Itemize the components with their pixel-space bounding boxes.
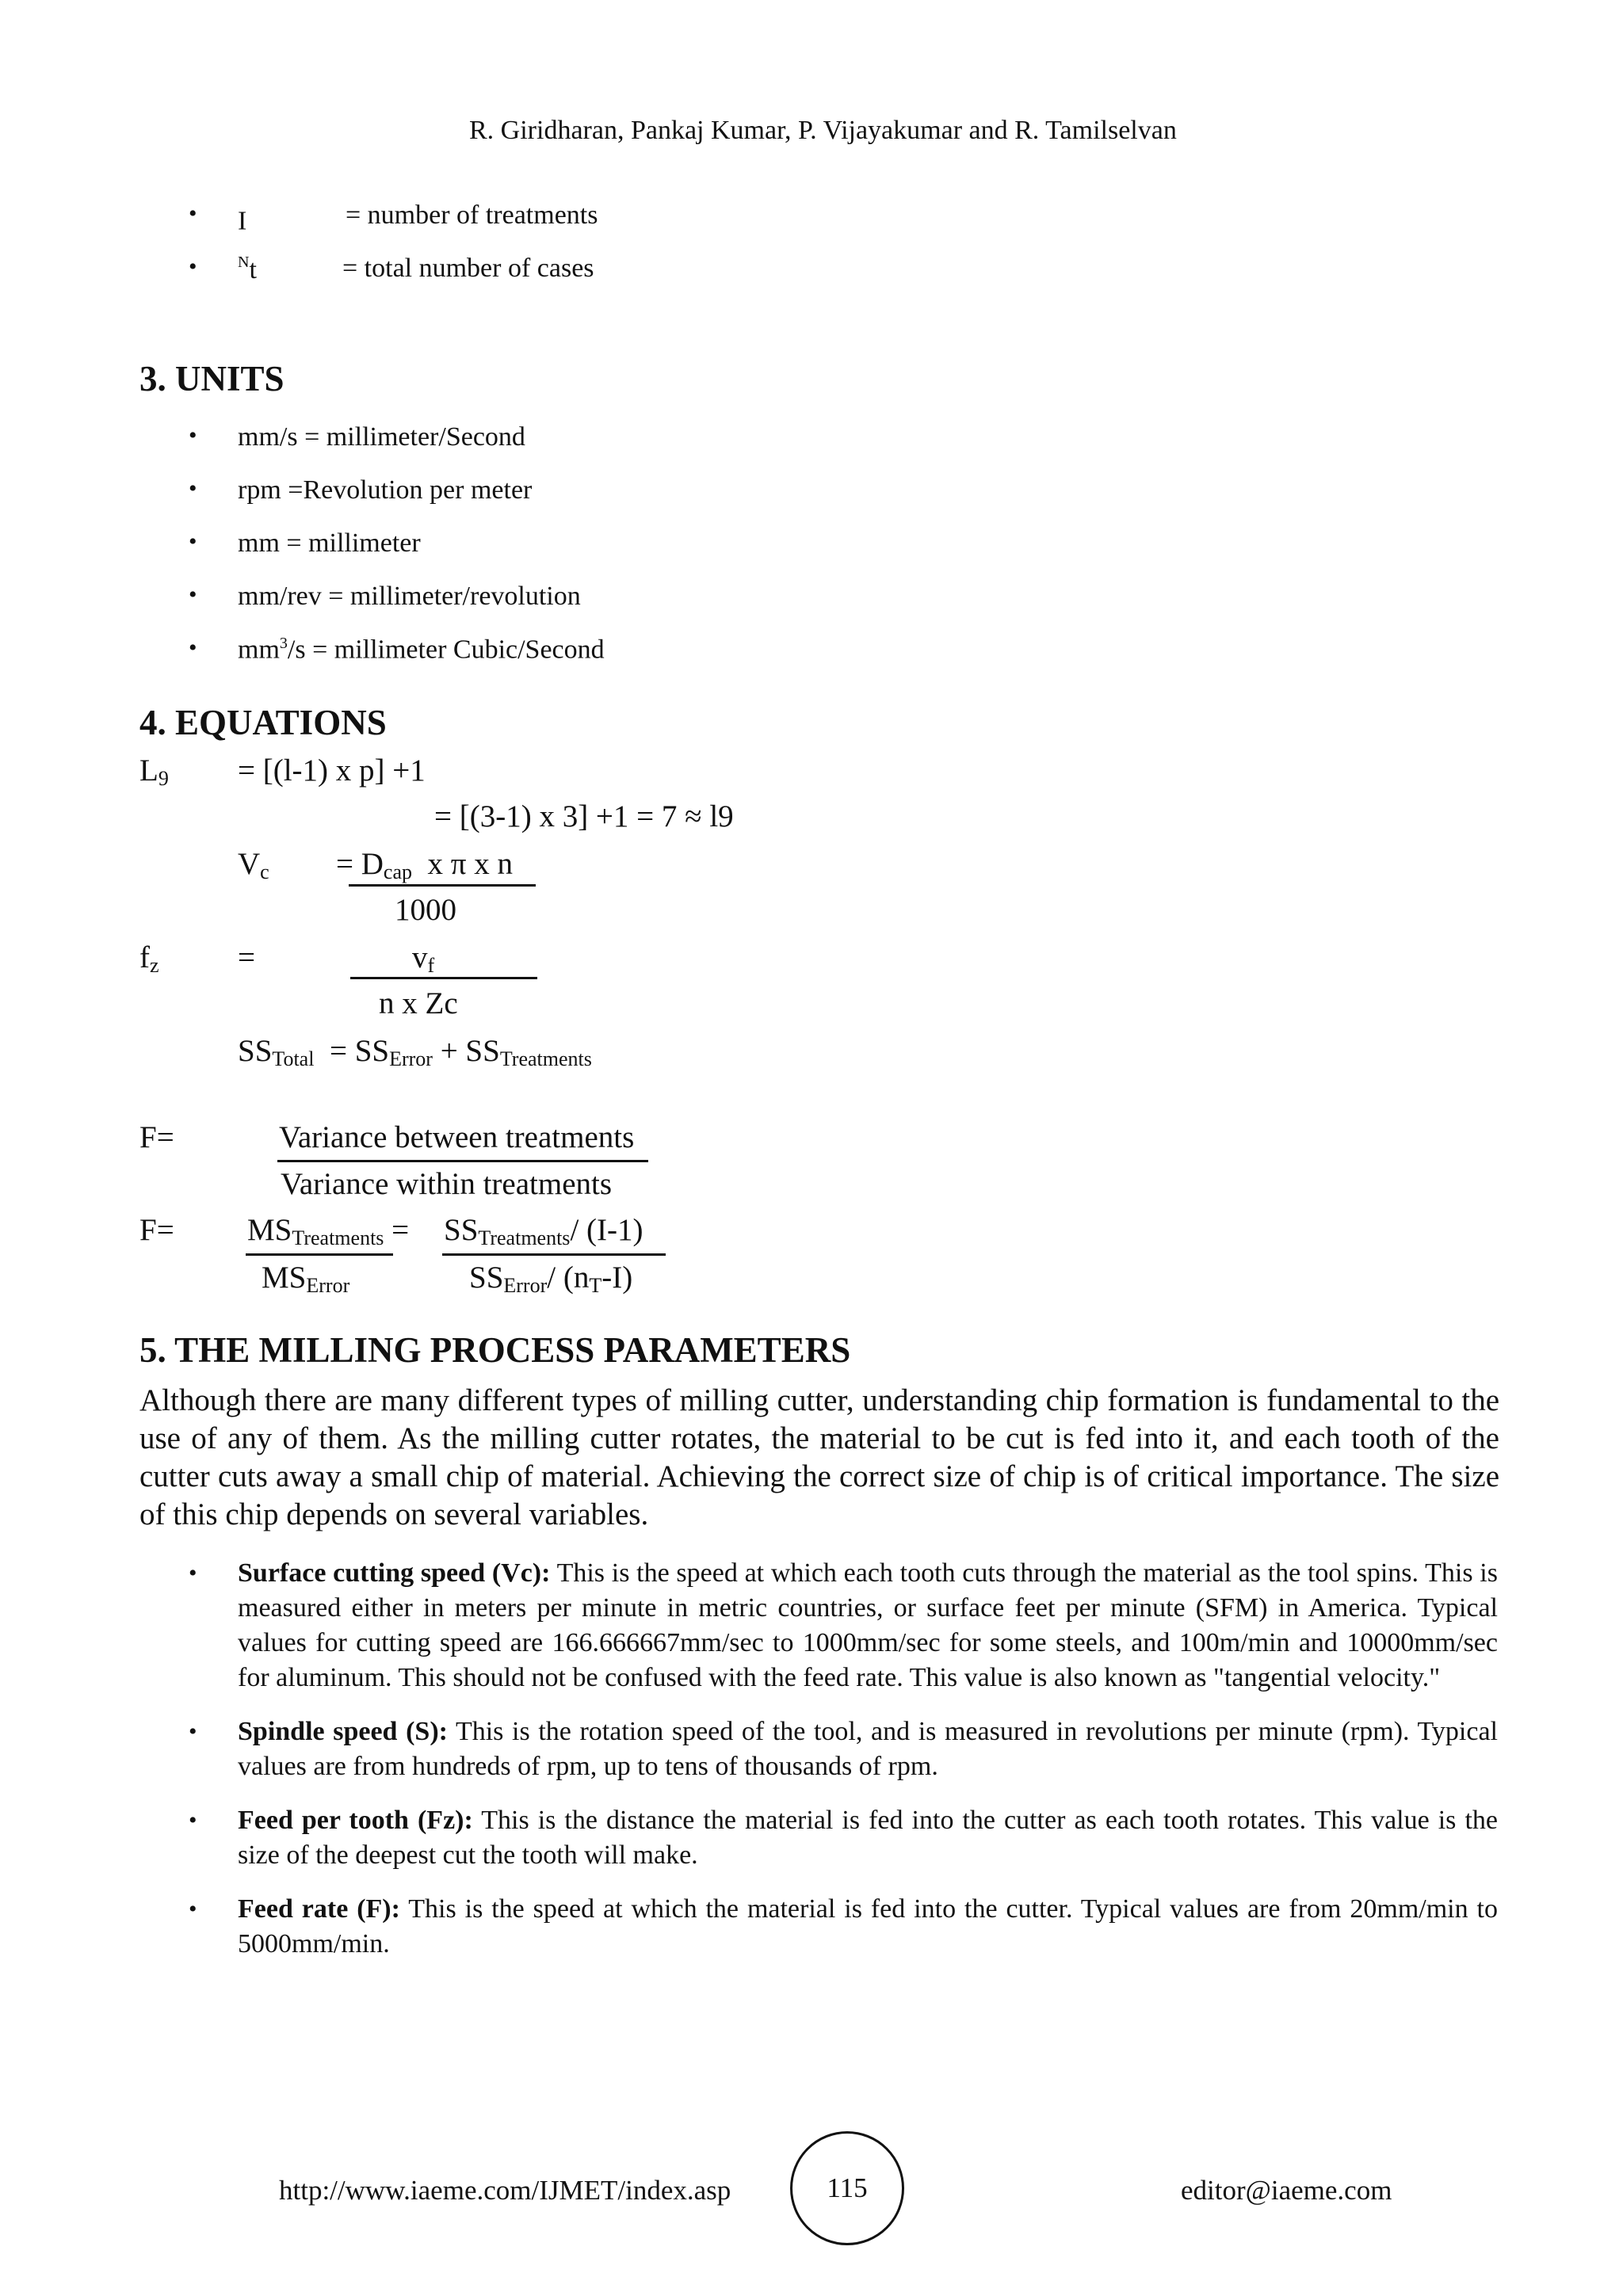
running-header: R. Giridharan, Pankaj Kumar, P. Vijayakumar and R. Tamilselvan — [469, 116, 1177, 145]
unit-item: • mm/s = millimeter/Second — [189, 422, 525, 452]
eq-f1-numerator: Variance between treatments — [279, 1120, 635, 1154]
parameter-item-feed-per-tooth — [189, 1803, 1498, 1873]
parameter-item-feed-rate — [189, 1892, 1498, 1962]
parameter-description: This is the speed at which each tooth cuts through the material as the tool spins. This is measured either in meters per minute in metric countries, or surface feet per minute (SFM) in America. Typical values for cutting speed are 166.666667mm/sec to 1000mm/sec for some steels, and 100m/min and 10000mm/sec for aluminum. This should not be confused with the feed rate. This value is also known as "tangential velocity." — [238, 1558, 1498, 1692]
eq-f1-lhs: F= — [139, 1120, 174, 1154]
eq-f1-denominator: Variance within treatments — [281, 1167, 613, 1201]
unit-item: • mm/rev = millimeter/revolution — [189, 582, 581, 611]
eq-f2-denominator-ms: $MS_{Error}$ — [262, 1261, 350, 1297]
page-number: 115 — [790, 2131, 904, 2245]
parameter-item-spindle-speed — [189, 1714, 1498, 1784]
section-heading-equations: 4. EQUATIONS — [139, 703, 387, 742]
unit-item: • mm = millimeter — [189, 528, 421, 558]
symbol-name: I — [238, 206, 247, 236]
eq-vc-denominator: 1000 — [395, 893, 456, 927]
eq-f2-numerator-ms: $MS_{Treatments}$ = — [247, 1213, 417, 1249]
footer-journal-link[interactable]: http://www.iaeme.com/IJMET/index.asp — [279, 2175, 731, 2206]
eq-vc-numerator: = $D_{cap}$ x π x n — [336, 847, 513, 883]
eq-l9-result: = [(3-1) x 3] +1 = 7 ≈ l9 — [434, 799, 734, 833]
symbol-definition: = total number of cases — [342, 254, 594, 283]
fraction-bar — [350, 977, 537, 979]
bullet: • — [189, 1560, 197, 1586]
symbol-definition: = number of treatments — [346, 200, 598, 230]
section-heading-units: 3. UNITS — [139, 359, 285, 399]
section-heading-milling: 5. THE MILLING PROCESS PARAMETERS — [139, 1330, 851, 1370]
eq-f2-denominator-ss: $SS_{Error}/$ $(n_T-I)$ — [469, 1261, 633, 1297]
milling-intro-paragraph: Although there are many different types of milling cutter, understanding chip formation is fundamental to the use of any of them. As the milling cutter rotates, the material to be cut is fed into it, and each tooth of the cutter cuts away a small chip of material. Achieving the correct size of chip is of critical importance. The size of this chip depends on several variables. — [139, 1383, 1499, 1531]
eq-f2-numerator-ss: $SS_{Treatments}/$ (I-1) — [444, 1213, 643, 1249]
symbol-item — [189, 200, 247, 236]
parameter-term: Feed per tooth (Fz): — [238, 1806, 473, 1835]
parameter-term: Surface cutting speed (Vc): — [238, 1558, 551, 1588]
bullet: • — [189, 475, 197, 502]
footer-email-link[interactable]: editor@iaeme.com — [1181, 2175, 1392, 2206]
eq-vc-lhs: $V_c$ — [238, 847, 269, 883]
bullet: • — [189, 635, 197, 661]
bullet: • — [189, 582, 197, 608]
fraction-bar — [246, 1253, 393, 1256]
bullet: • — [189, 1718, 197, 1745]
parameter-item-surface-cutting-speed — [189, 1556, 1498, 1695]
fraction-bar — [442, 1253, 666, 1256]
unit-item: • $mm^3/s$ = millimeter Cubic/Second — [189, 635, 605, 665]
bullet: • — [189, 1807, 197, 1833]
parameter-term: Feed rate (F): — [238, 1894, 400, 1924]
eq-f2-lhs: F= — [139, 1213, 174, 1247]
parameter-description: This is the rotation speed of the tool, and is measured in revolutions per minute (rpm). Typical values are from hundreds of rpm, up to tens of thousands of rpm. — [238, 1717, 1498, 1781]
eq-l9-lhs: $L_9$ — [139, 753, 169, 790]
bullet: • — [189, 254, 197, 280]
fraction-bar — [277, 1160, 648, 1162]
bullet: • — [189, 422, 197, 448]
parameter-description: This is the distance the material is fed into the cutter as each tooth rotates. This value is the size of the deepest cut the tooth will make. — [238, 1806, 1498, 1870]
bullet: • — [189, 1896, 197, 1922]
eq-l9-rhs: = [(l-1) x p] +1 — [238, 753, 426, 788]
eq-fz-denominator: n x Zc — [379, 986, 458, 1020]
parameter-term: Spindle speed (S): — [238, 1717, 448, 1746]
eq-ss-total: $SS_{Total} = SS_{Error} + SS_{Treatments}$ — [238, 1034, 592, 1070]
eq-fz-lhs: $f_z$ — [139, 940, 159, 977]
milling-parameter-list — [189, 1556, 1498, 1962]
eq-fz-equals: = — [238, 940, 255, 974]
bullet: • — [189, 200, 197, 227]
eq-fz-numerator: $v_f$ — [412, 940, 435, 977]
fraction-bar — [349, 884, 536, 887]
bullet: • — [189, 528, 197, 555]
unit-item: • rpm =Revolution per meter — [189, 475, 533, 505]
symbol-item: • $^N$t — [189, 254, 257, 284]
symbol-name: t — [249, 255, 257, 284]
parameter-description: This is the speed at which the material is fed into the cutter. Typical values are from 20mm/min to 5000mm/min. — [238, 1894, 1498, 1958]
